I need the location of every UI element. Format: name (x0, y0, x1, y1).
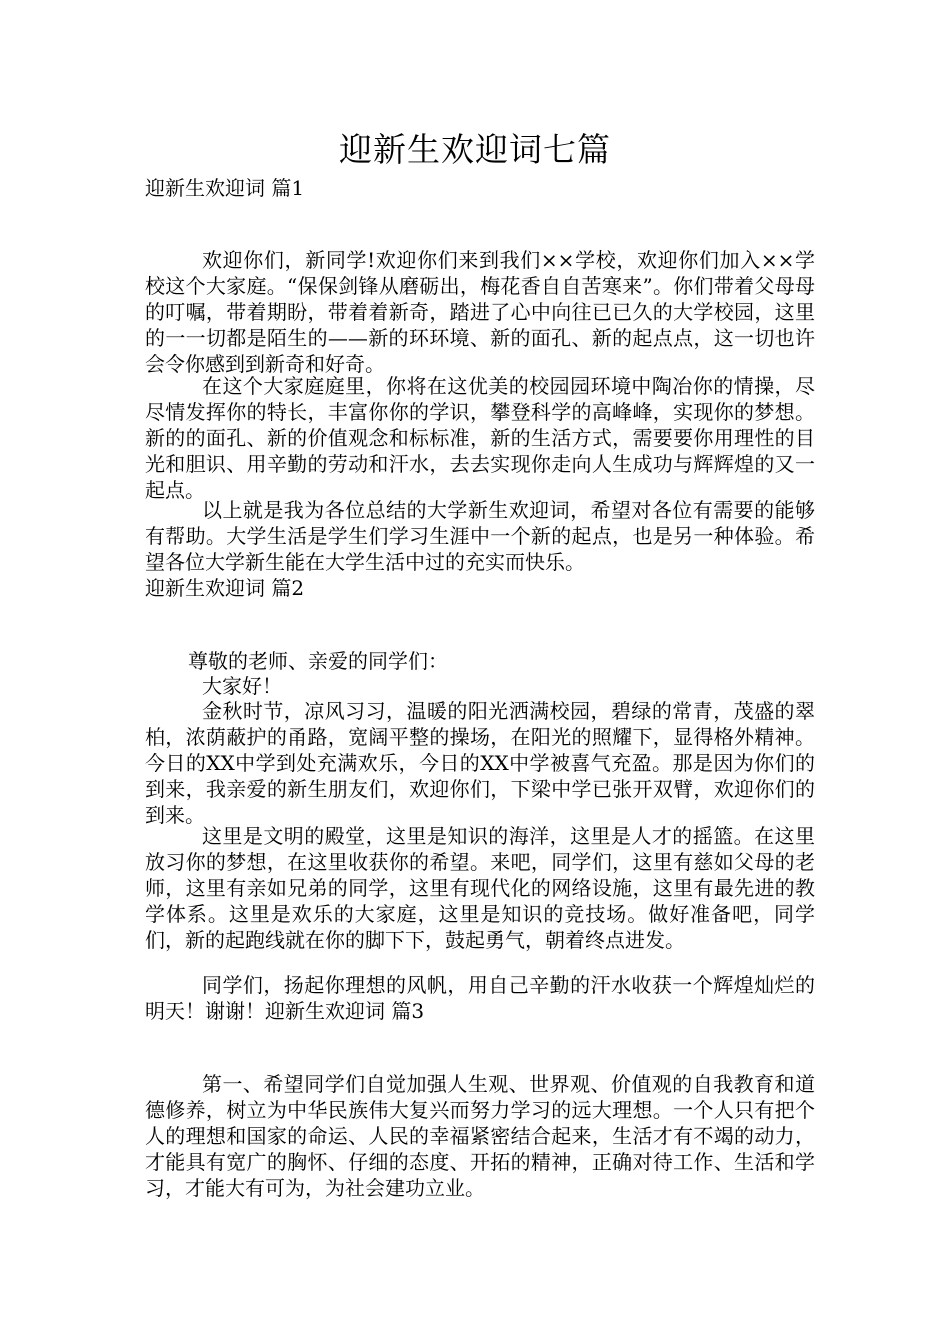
section-2-paragraph-3: 同学们，扬起你理想的风帆，用自己辛勤的汗水收获一个辉煌灿烂的明天！谢谢！迎新生欢迎词 篇3 (145, 973, 815, 1023)
document-title: 迎新生欢迎词七篇 (339, 130, 611, 169)
section-heading-1: 迎新生欢迎词 篇1 (145, 176, 305, 200)
section-heading-2: 迎新生欢迎词 篇2 (145, 576, 305, 600)
section-1-paragraph-3: 以上就是我为各位总结的大学新生欢迎词，希望对各位有需要的能够有帮助。大学生活是学生们学习生涯中一个新的起点，也是另一种体验。希望各位大学新生能在大学生活中过的充实而快乐。 (145, 498, 815, 574)
salutation: 尊敬的老师、亲爱的同学们： (188, 649, 448, 673)
section-1-paragraph-1: 欢迎你们，新同学!欢迎你们来到我们××学校，欢迎你们加入××学校这个大家庭。“保保剑锋从磨砺出，梅花香自自苦寒来”。你们带着父母母的叮嘱，带着期盼，带着着新奇，踏进了心中向往已已久的大学校园，这里的一一切都是陌生的——新的环环境、新的面孔、新的起点点，这一切也许会令你感到到新奇和好奇。 (145, 248, 815, 376)
section-1-paragraph-2: 在这个大家庭庭里，你将在这优美的校园园环境中陶冶你的情操，尽尽情发挥你的特长，丰富你你的学识，攀登科学的高峰峰，实现你的梦想。新的的面孔、新的价值观念和标标准，新的生活方式，需要要你用理性的目光和胆识、用辛勤的劳动和汗水，去去实现你走向人生成功与辉辉煌的又一起点。 (145, 374, 815, 502)
greeting: 大家好！ (202, 674, 282, 698)
section-2-paragraph-2: 这里是文明的殿堂，这里是知识的海洋，这里是人才的摇篮。在这里放习你的梦想，在这里收获你的希望。来吧，同学们，这里有慈如父母的老师，这里有亲如兄弟的同学，这里有现代化的网络设施，这里有最先进的教学体系。这里是欢乐的大家庭，这里是知识的竞技场。做好准备吧，同学们，新的起跑线就在你的脚下下，鼓起勇气，朝着终点进发。 (145, 824, 815, 952)
section-3-paragraph-1: 第一、希望同学们自觉加强人生观、世界观、价值观的自我教育和道德修养，树立为中华民族伟大复兴而努力学习的远大理想。一个人只有把个人的理想和国家的命运、人民的幸福紧密结合起来，生活才有不竭的动力，才能具有宽广的胸怀、仔细的态度、开拓的精神，正确对待工作、生活和学习，才能大有可为，为社会建功立业。 (145, 1072, 815, 1200)
section-2-paragraph-1: 金秋时节，凉风习习，温暖的阳光洒满校园，碧绿的常青，茂盛的翠柏，浓荫蔽护的甬路，宽阔平整的操场，在阳光的照耀下，显得格外精神。今日的XX中学到处充满欢乐，今日的XX中学被喜气充盈。那是因为你们的到来，我亲爱的新生朋友们，欢迎你们，下梁中学已张开双臂，欢迎你们的到来。 (145, 699, 815, 827)
